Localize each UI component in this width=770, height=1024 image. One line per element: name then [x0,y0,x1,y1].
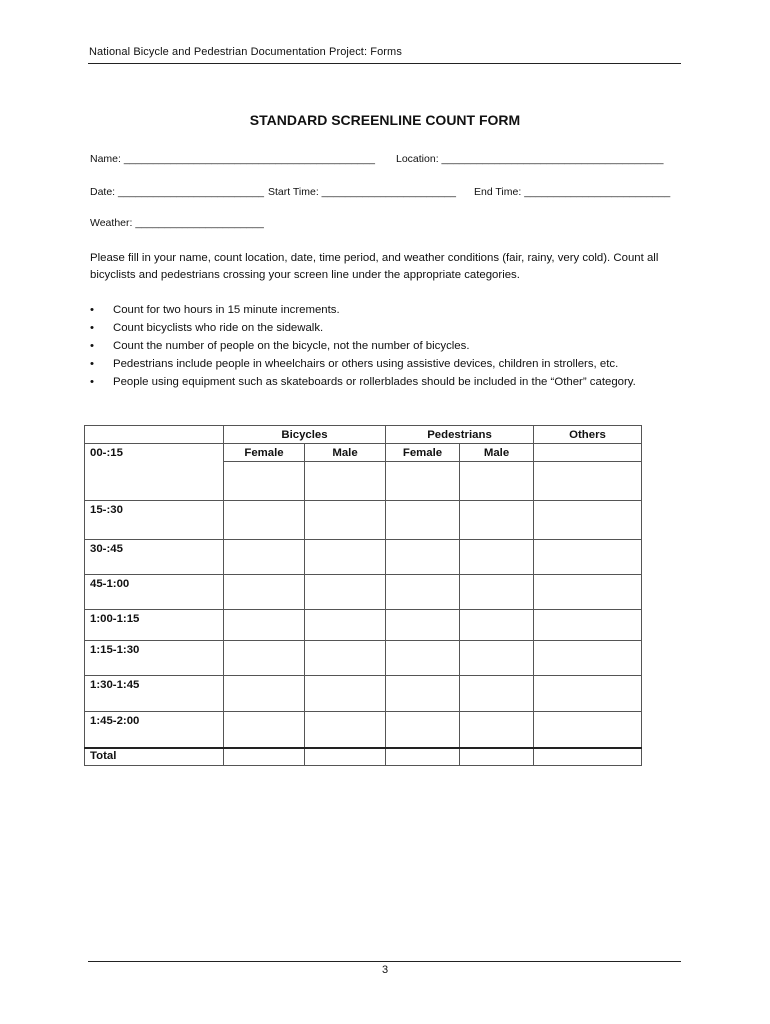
count-cell[interactable] [305,676,386,712]
pedestrians-male-header: Male [460,444,534,462]
table-row [85,540,642,575]
count-cell[interactable] [534,501,642,540]
bullet-item: • Count for two hours in 15 minute increments. [90,301,682,319]
count-cell[interactable] [386,501,460,540]
pedestrians-female-header: Female [386,444,460,462]
count-cell[interactable] [224,712,305,748]
others-subheader-blank [534,444,642,462]
count-cell[interactable] [305,540,386,575]
count-cell[interactable] [386,676,460,712]
count-cell[interactable] [534,575,642,610]
bicycles-male-header: Male [305,444,386,462]
table-row [85,501,642,540]
start-time-field[interactable]: Start Time: _______________________ [268,186,456,198]
count-cell[interactable] [305,610,386,641]
count-cell[interactable] [460,501,534,540]
count-cell[interactable] [534,641,642,676]
date-field[interactable]: Date: _________________________ [90,186,265,198]
table-row [85,676,642,712]
running-header: National Bicycle and Pedestrian Documentation Project: Forms [89,46,402,58]
total-cell[interactable] [386,748,460,766]
pedestrians-header: Pedestrians [386,426,534,444]
row-label: 45-1:00 [85,575,224,610]
count-cell[interactable] [224,540,305,575]
count-cell[interactable] [224,575,305,610]
others-header: Others [534,426,642,444]
count-cell[interactable] [224,676,305,712]
total-cell[interactable] [460,748,534,766]
count-cell[interactable] [305,641,386,676]
instruction-bullets [90,301,682,391]
row-label: 1:45-2:00 [85,712,224,748]
bullet-icon: • [90,376,94,388]
bicycles-female-header: Female [224,444,305,462]
bullet-icon: • [90,358,94,370]
footer-divider [88,961,681,962]
blank-corner-cell [85,426,224,444]
bicycles-header: Bicycles [224,426,386,444]
bullet-icon: • [90,322,94,334]
count-cell[interactable] [386,610,460,641]
row-label: 1:15-1:30 [85,641,224,676]
count-cell[interactable] [224,641,305,676]
instructions-paragraph: Please fill in your name, count location, date, time period, and weather conditions (fair, rainy, very cold). Count all bicyclists and pedestrians crossing your screen line under the appropriate categories. [90,252,659,281]
form-title: STANDARD SCREENLINE COUNT FORM [249,112,521,128]
table-subheader-row [85,444,642,462]
bullet-icon: • [90,340,94,352]
name-field[interactable]: Name: ___________________________________________ [90,153,375,165]
count-cell[interactable] [534,712,642,748]
count-cell[interactable] [460,676,534,712]
location-field[interactable]: Location: ______________________________________ [396,153,664,165]
count-cell[interactable] [534,462,642,501]
count-cell[interactable] [534,676,642,712]
weather-field[interactable]: Weather: ______________________ [90,217,264,229]
count-cell[interactable] [305,501,386,540]
bullet-item: • People using equipment such as skateboards or rollerblades should be included in the “Other” category. [90,373,682,391]
count-cell[interactable] [386,462,460,501]
count-cell[interactable] [224,462,305,501]
count-cell[interactable] [386,575,460,610]
count-cell[interactable] [534,610,642,641]
bullet-item: • Count the number of people on the bicycle, not the number of bicycles. [90,337,682,355]
count-cell[interactable] [386,540,460,575]
count-cell[interactable] [460,712,534,748]
row-label: 1:30-1:45 [85,676,224,712]
bullet-item: • Pedestrians include people in wheelchairs or others using assistive devices, children in strollers, etc. [90,355,682,373]
count-cell[interactable] [386,712,460,748]
header-divider [88,63,681,64]
count-cell[interactable] [460,575,534,610]
total-row [85,748,642,766]
count-table [84,425,642,766]
bullet-icon: • [90,304,94,316]
end-time-field[interactable]: End Time: _________________________ [474,186,671,198]
row-label: 1:00-1:15 [85,610,224,641]
count-cell[interactable] [534,540,642,575]
count-cell[interactable] [305,712,386,748]
count-cell[interactable] [386,641,460,676]
table-row [85,712,642,748]
count-cell[interactable] [460,610,534,641]
count-cell[interactable] [224,501,305,540]
count-cell[interactable] [460,462,534,501]
count-cell[interactable] [305,575,386,610]
table-row [85,641,642,676]
row-label: 15-:30 [85,501,224,540]
total-label: Total [85,748,224,766]
row-label: 30-:45 [85,540,224,575]
row-label: 00-:15 [85,444,224,501]
count-cell[interactable] [224,610,305,641]
count-cell[interactable] [460,641,534,676]
total-cell[interactable] [305,748,386,766]
count-cell[interactable] [460,540,534,575]
page-number: 3 [381,964,389,976]
count-cell[interactable] [305,462,386,501]
table-row [85,610,642,641]
table-group-header-row [85,426,642,444]
total-cell[interactable] [224,748,305,766]
table-row [85,575,642,610]
total-cell[interactable] [534,748,642,766]
bullet-item: • Count bicyclists who ride on the sidewalk. [90,319,682,337]
